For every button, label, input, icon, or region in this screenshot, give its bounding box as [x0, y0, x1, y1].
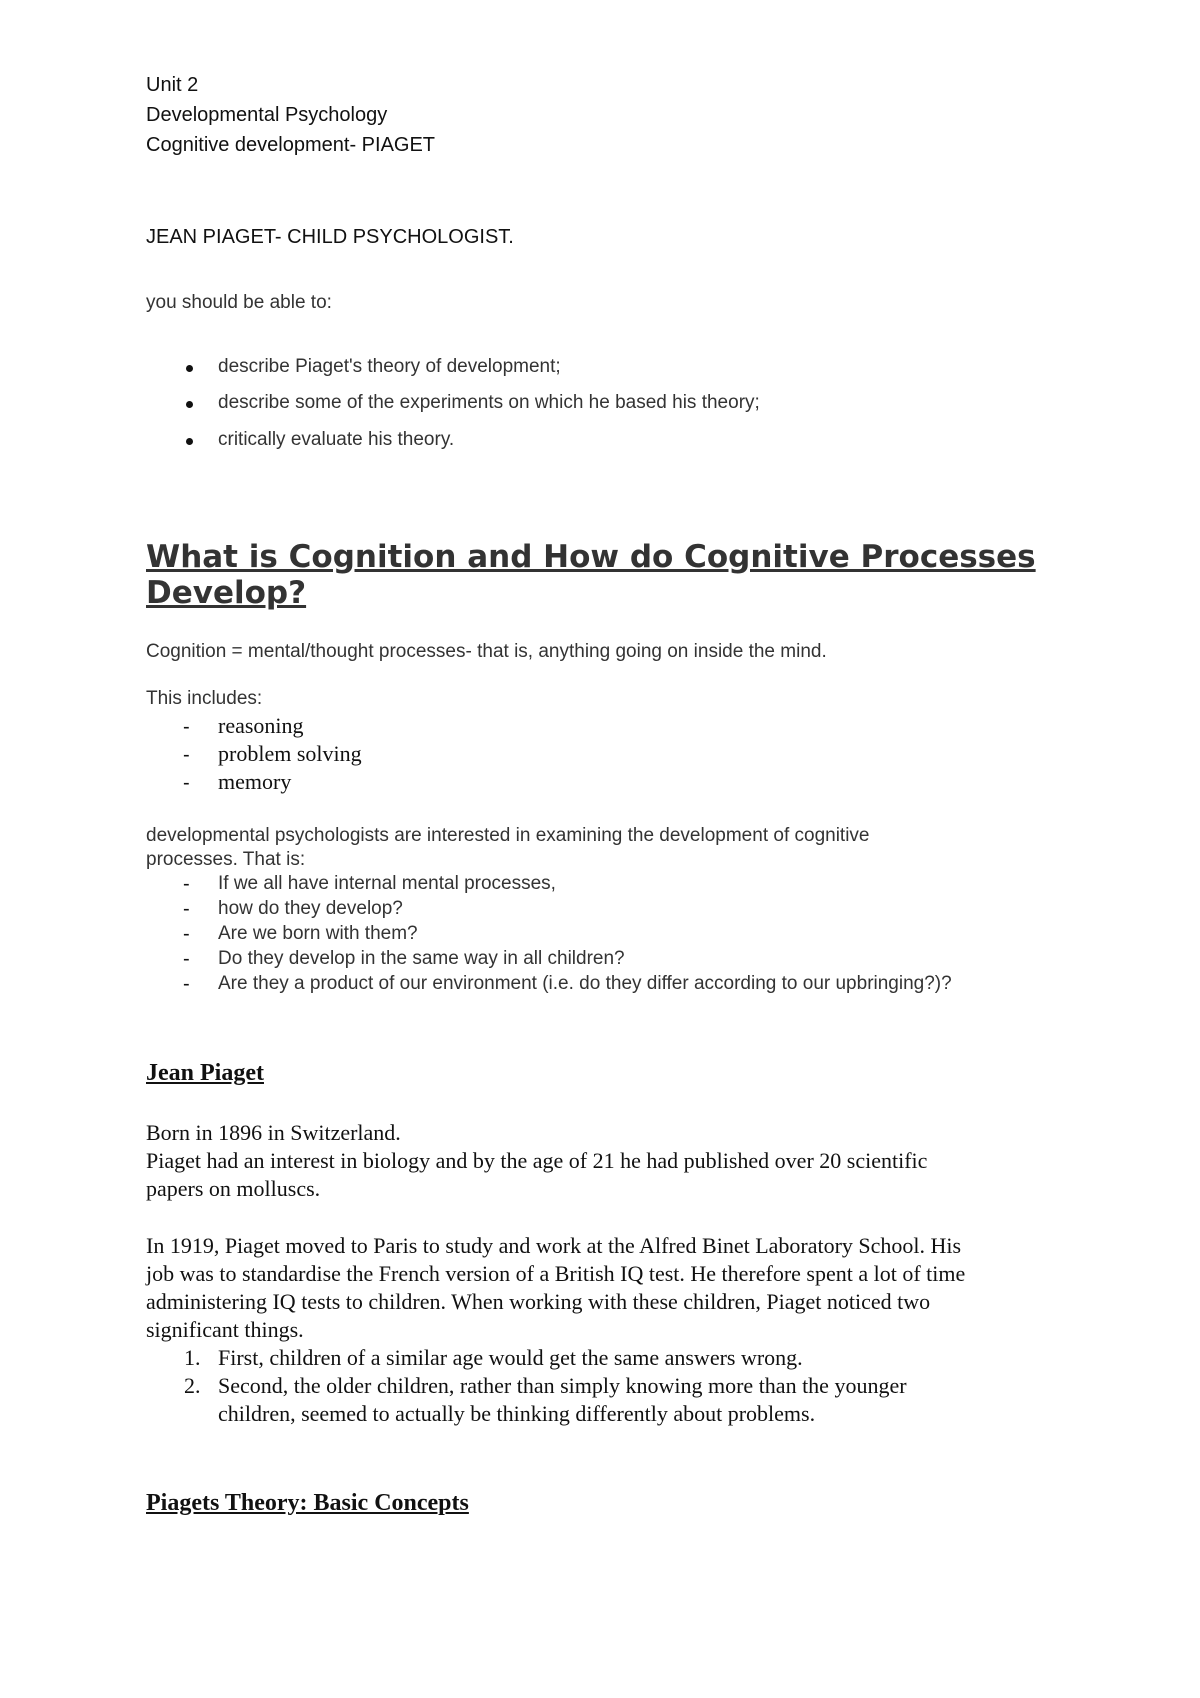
- numbered-point: First, children of a similar age would get the same answers wrong.: [218, 1345, 803, 1370]
- subtitle: JEAN PIAGET- CHILD PSYCHOLOGIST.: [146, 226, 514, 248]
- concepts-heading: Piagets Theory: Basic Concepts: [146, 1490, 469, 1516]
- question-item: Are we born with them?: [218, 923, 418, 944]
- cognition-heading: What is Cognition and How do Cognitive Processes Develop?: [146, 539, 1036, 611]
- bio-text: Piaget had an interest in biology and by the age of 21 he had published over 20 scientific: [146, 1148, 928, 1173]
- bio-text: papers on molluscs.: [146, 1176, 321, 1201]
- paragraph-text: In 1919, Piaget moved to Paris to study and work at the Alfred Binet Laboratory School. His: [146, 1233, 962, 1258]
- bullet-icon: [186, 365, 193, 372]
- dash-icon: -: [183, 772, 190, 794]
- subject-label: Developmental Psychology: [146, 104, 388, 126]
- objective-item: describe Piaget's theory of development;: [218, 356, 561, 377]
- dash-icon: -: [183, 948, 190, 970]
- bullet-icon: [186, 438, 193, 445]
- question-item: If we all have internal mental processes,: [218, 873, 556, 894]
- piaget-heading: Jean Piaget: [146, 1060, 264, 1086]
- dash-icon: -: [183, 923, 190, 945]
- question-item: Are they a product of our environment (i.e. do they differ according to our upbringing?)?: [218, 973, 952, 994]
- question-item: Do they develop in the same way in all children?: [218, 948, 625, 969]
- list-number: 1.: [184, 1345, 201, 1370]
- objective-item: critically evaluate his theory.: [218, 429, 455, 450]
- paragraph-text: significant things.: [146, 1317, 304, 1342]
- includes-item: memory: [218, 769, 292, 794]
- list-number: 2.: [184, 1373, 201, 1398]
- dash-icon: -: [183, 744, 190, 766]
- interest-text: developmental psychologists are interested in examining the development of cognitive: [146, 825, 870, 846]
- numbered-point: Second, the older children, rather than simply knowing more than the younger: [218, 1373, 907, 1398]
- dash-icon: -: [183, 716, 190, 738]
- paragraph-text: job was to standardise the French version of a British IQ test. He therefore spent a lot of time: [146, 1261, 966, 1286]
- topic-label: Cognitive development- PIAGET: [146, 134, 436, 156]
- question-item: how do they develop?: [218, 898, 403, 919]
- bullet-icon: [186, 401, 193, 408]
- interest-text: processes. That is:: [146, 849, 306, 870]
- dash-icon: -: [183, 973, 190, 995]
- unit-label: Unit 2: [146, 74, 199, 96]
- dash-icon: -: [183, 873, 190, 895]
- cognition-definition: Cognition = mental/thought processes- that is, anything going on inside the mind.: [146, 641, 827, 662]
- includes-label: This includes:: [146, 688, 263, 709]
- includes-item: reasoning: [218, 713, 304, 738]
- paragraph-text: administering IQ tests to children. When working with these children, Piaget noticed two: [146, 1289, 931, 1314]
- born-text: Born in 1896 in Switzerland.: [146, 1120, 401, 1145]
- dash-icon: -: [183, 898, 190, 920]
- objective-item: describe some of the experiments on which he based his theory;: [218, 392, 760, 413]
- includes-item: problem solving: [218, 741, 362, 766]
- numbered-point: children, seemed to actually be thinking differently about problems.: [218, 1401, 816, 1426]
- objectives-intro: you should be able to:: [146, 292, 332, 313]
